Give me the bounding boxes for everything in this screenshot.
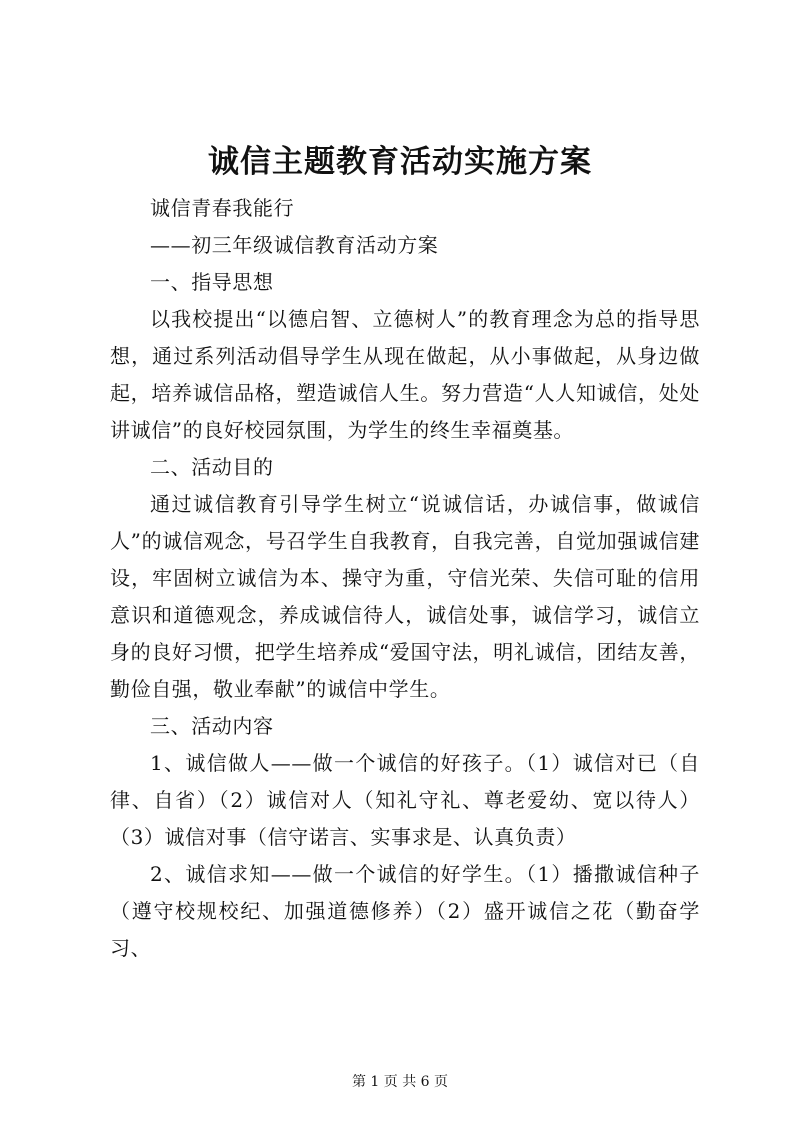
body-paragraph: 通过诚信教育引导学生树立“说诚信话，办诚信事，做诚信人”的诚信观念，号召学生自我教育，自我完善，自觉加强诚信建设，牢固树立诚信为本、操守为重，守信光荣、失信可耻的信用意识和道德观念，养成诚信待人，诚信处事，诚信学习，诚信立身的良好习惯，把学生培养成“爱国守法，明礼诚信，团结友善，勤俭自强，敬业奉献”的诚信中学生。 [110,492,700,701]
body-paragraph: 以我校提出“以德启智、立德树人”的教育理念为总的指导思想，通过系列活动倡导学生从现在做起，从小事做起，从身边做起，培养诚信品格，塑造诚信人生。努力营造“人人知诚信，处处讲诚信”的良好校园氛围，为学生的终生幸福奠基。 [110,307,700,442]
section-heading: 二、活动目的 [150,455,274,479]
document-title: 诚信主题教育活动实施方案 [208,144,592,180]
subtitle-line: 诚信青春我能行 [150,196,295,220]
page-number-footer: 第 1 页 共 6 页 [351,1074,449,1090]
body-paragraph: 1、诚信做人——做一个诚信的好孩子。（1）诚信对已（自律、自省）（2）诚信对人（知礼守礼、尊老爱幼、宽以待人）（3）诚信对事（信守诺言、实事求是、认真负责） [110,751,700,849]
section-heading: 三、活动内容 [150,714,274,738]
document-body [110,190,700,967]
body-paragraph: 2、诚信求知——做一个诚信的好学生。（1）播撒诚信种子（遵守校规校纪、加强道德修养）（2）盛开诚信之花（勤奋学习、 [110,862,700,960]
subtitle-line: ——初三年级诚信教育活动方案 [150,233,439,257]
section-heading: 一、指导思想 [150,270,274,294]
